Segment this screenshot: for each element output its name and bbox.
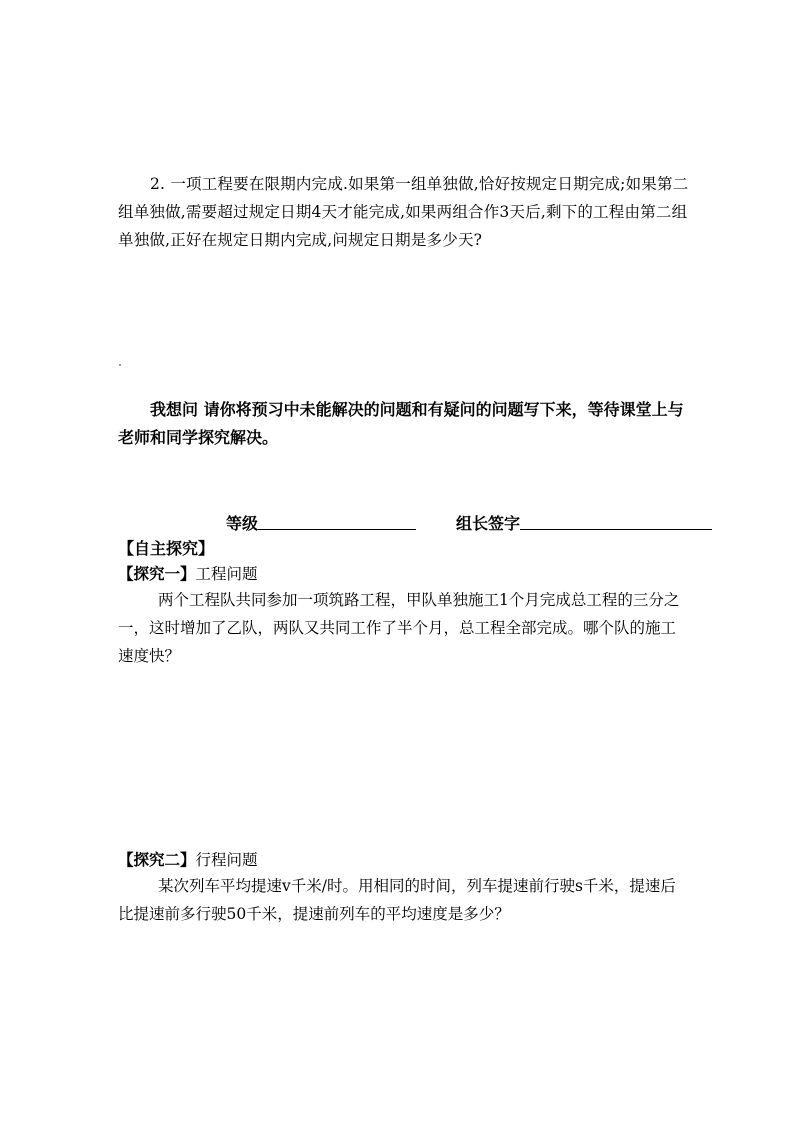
explore-1-tag: 【探究一】	[118, 564, 196, 583]
leader-signature-label: 组长签字	[456, 514, 521, 533]
question-prompt: 我想问 请你将预习中未能解决的问题和有疑问的问题写下来，等待课堂上与老师和同学探究解决。	[118, 400, 684, 447]
explore-2-body: 某次列车平均提速v千米/时。用相同的时间，列车提速前行驶s千米，提速后比提速前多行驶50千米，提速前列车的平均速度是多少？	[118, 877, 676, 923]
leader-signature-blank[interactable]	[520, 511, 712, 530]
problem-2-text: 2. 一项工程要在限期内完成.如果第一组单独做,恰好按规定日期完成;如果第二组单独做,需要超过规定日期4天才能完成,如果两组合作3天后,剩下的工程由第二组单独做,正好在规定日期内完成,问规定日期是多少天?	[118, 175, 689, 249]
grade-label: 等级	[226, 514, 259, 533]
signoff-row	[226, 508, 726, 534]
explore-1-title	[118, 562, 258, 586]
grade-blank[interactable]	[258, 511, 416, 530]
explore-2-topic: 行程问题	[195, 851, 258, 869]
explore-2-title	[118, 848, 258, 872]
explore-2-tag: 【探究二】	[118, 850, 196, 869]
explore-1-topic: 工程问题	[195, 565, 258, 583]
section-heading: 【自主探究】	[118, 539, 215, 558]
stray-mark	[119, 364, 121, 366]
explore-1-body: 两个工程队共同参加一项筑路工程，甲队单独施工1个月完成总工程的三分之一，这时增加了乙队，两队又共同工作了半个月，总工程全部完成。哪个队的施工速度快？	[118, 591, 680, 665]
